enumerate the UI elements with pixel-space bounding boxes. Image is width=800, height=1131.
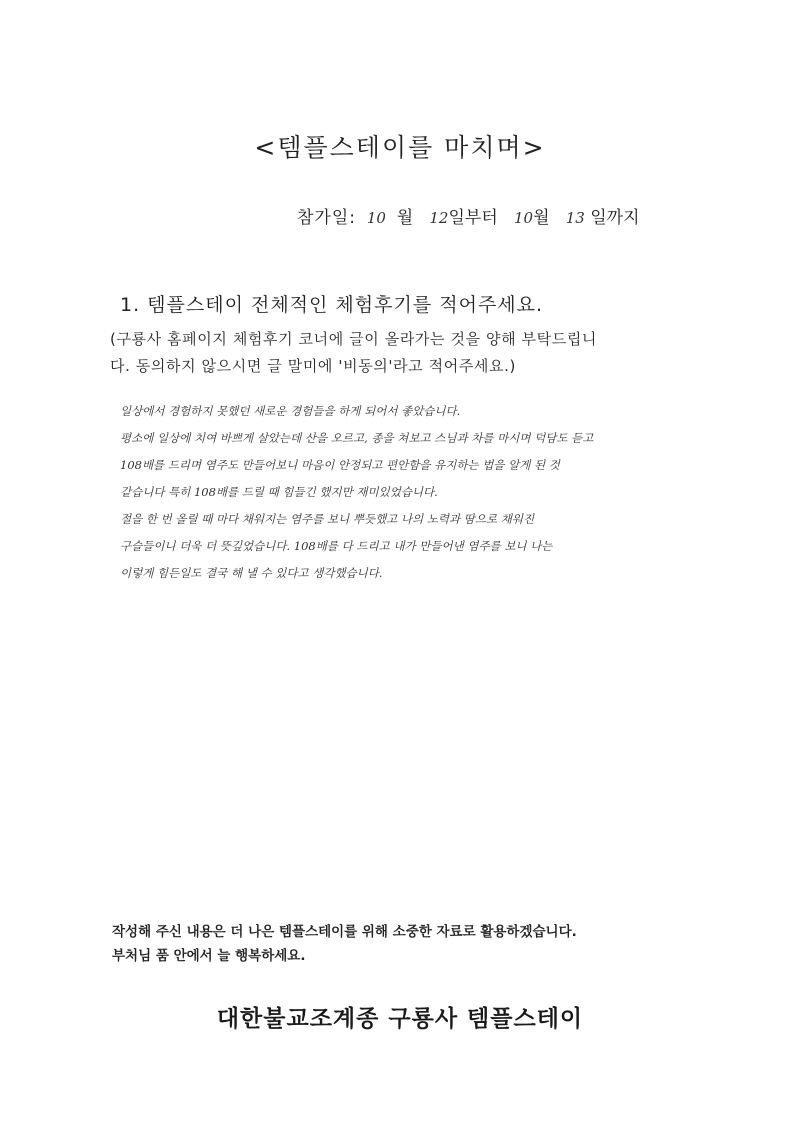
page-title: <템플스테이를 마치며> [254, 133, 546, 162]
note-line: (구룡사 홈페이지 체험후기 코너에 글이 올라가는 것을 양해 부탁드립니 [110, 330, 598, 348]
end-month-unit: 월 [533, 208, 550, 228]
start-month-unit: 월 [396, 208, 414, 228]
question-1-note [110, 326, 710, 380]
footer-note [112, 920, 712, 968]
until-text: 일까지 [590, 208, 640, 228]
footer-line-1: 작성해 주신 내용은 더 나은 템플스테이를 위해 소중한 자료로 활용하겠습니다. [112, 924, 577, 940]
participation-dates [297, 203, 777, 228]
answer-line: 108배를 드리며 염주도 만들어보니 마음이 안정되고 편안함을 유지하는 법을 알게 된 것 [120, 458, 560, 472]
end-month: 10 [513, 209, 534, 227]
answer-line: 일상에서 경험하지 못했던 새로운 경험들을 하게 되어서 좋았습니다. [120, 404, 461, 418]
footer-line-2: 부처님 품 안에서 늘 행복하세요. [112, 948, 306, 964]
note-line: 다. 동의하지 않으시면 글 말미에 '비동의'라고 적어주세요.) [110, 357, 516, 375]
organization-name: 대한불교조계종 구룡사 템플스테이 [216, 1006, 584, 1032]
end-day: 13 [565, 209, 585, 227]
handwritten-answer [120, 398, 710, 587]
answer-line: 같습니다 특히 108배를 드릴 때 힘들긴 했지만 재미있었습니다. [120, 485, 438, 499]
participation-label: 참가일: [297, 208, 356, 228]
answer-line: 구슬들이니 더욱 더 뜻깊었습니다. 108배를 다 드리고 내가 만들어낸 염주를 보니 나는 [120, 539, 553, 553]
question-1-heading: 1. 템플스테이 전체적인 체험후기를 적어주세요. [120, 294, 544, 316]
answer-line: 평소에 일상에 치여 바쁘게 살았는데 산을 오르고, 종을 쳐보고 스님과 차를 마시며 덕담도 듣고 [120, 431, 594, 445]
answer-line: 이렇게 힘든일도 결국 해 낼 수 있다고 생각했습니다. [120, 566, 383, 580]
start-day: 12 [429, 209, 449, 227]
from-text: 일부터 [448, 208, 498, 228]
start-month: 10 [366, 209, 386, 227]
answer-line: 절을 한 번 올릴 때 마다 채워지는 염주를 보니 뿌듯했고 나의 노력과 땀으로 채워진 [120, 512, 535, 526]
